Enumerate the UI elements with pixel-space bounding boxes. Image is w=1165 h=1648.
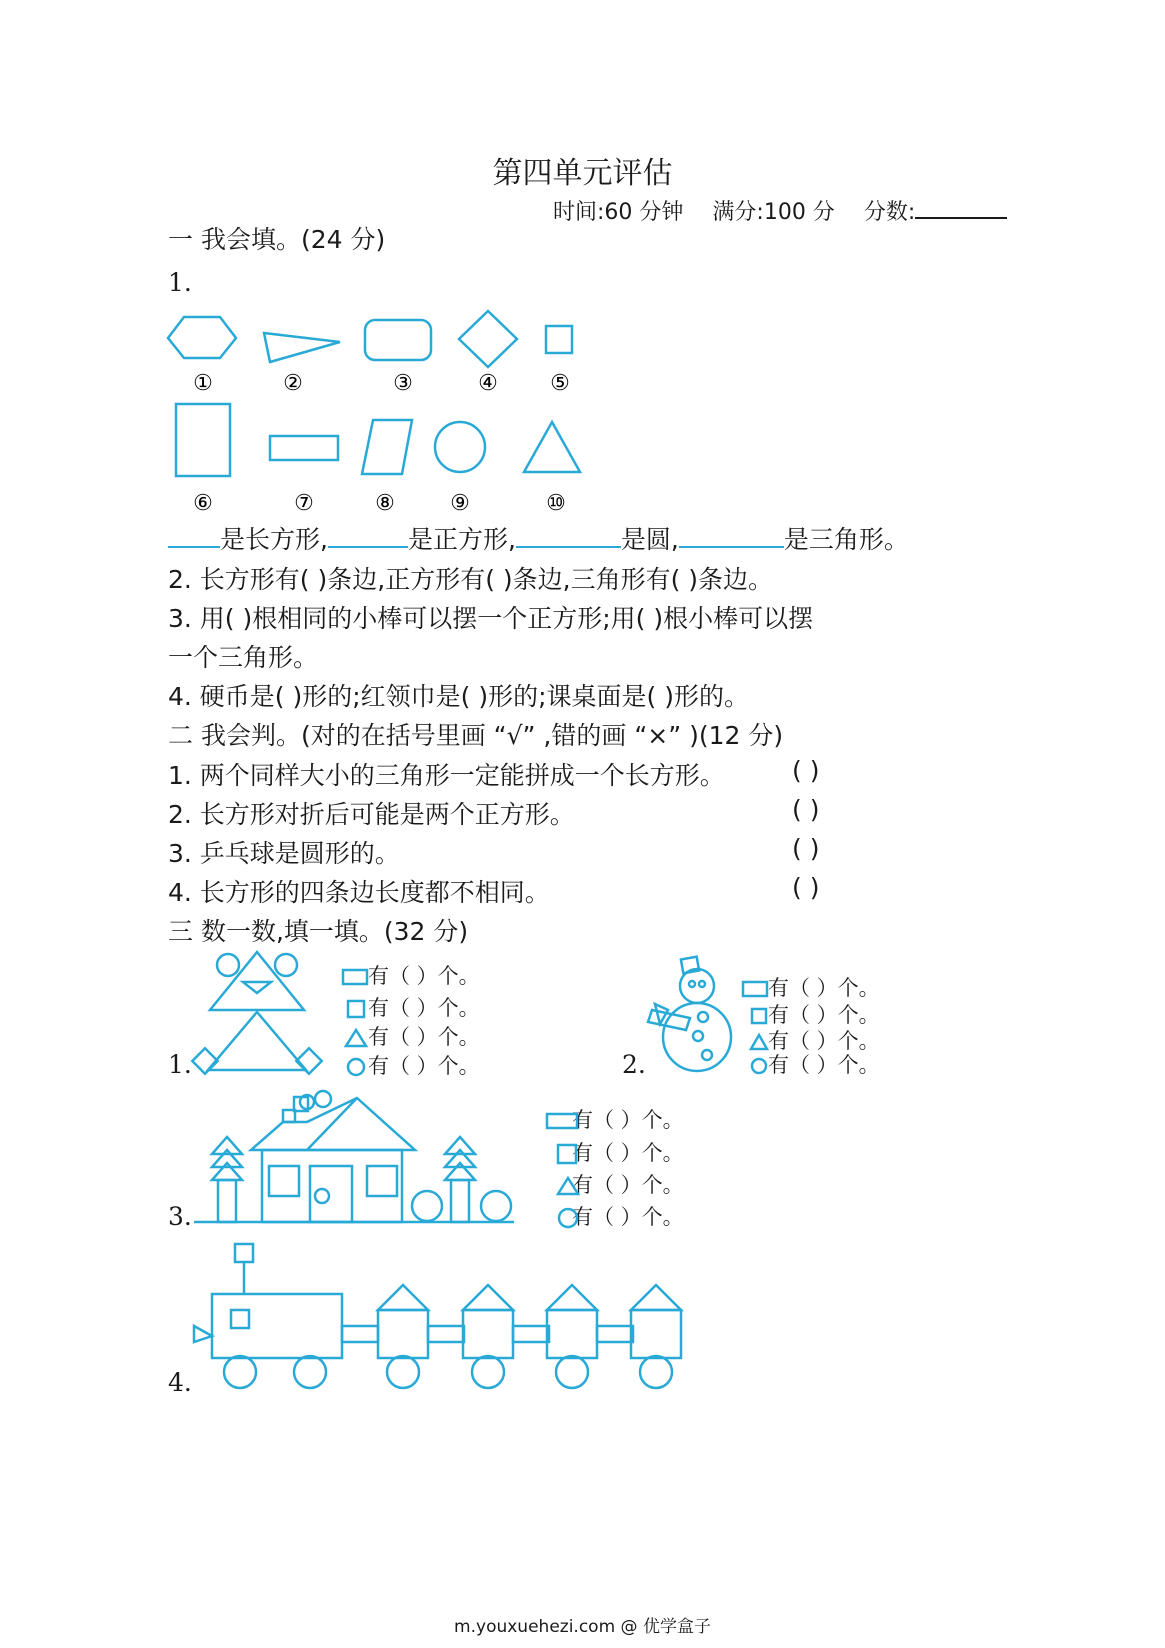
count-text: 有（ ）个。 [572, 1173, 684, 1197]
count-text: 有（ ）个。 [572, 1141, 684, 1165]
q1-text-circle: 是圆, [620, 525, 679, 554]
fig3-triangle-count [546, 1169, 684, 1199]
shape-label-10: ⑩ [546, 491, 566, 516]
count-q2-number: 2. [622, 1050, 646, 1079]
rectangle-icon [742, 979, 768, 999]
count-text: 有（ ）个。 [368, 1025, 480, 1049]
judge-item-1: 1. 两个同样大小的三角形一定能拼成一个长方形。 [168, 761, 725, 790]
fig2-rect-count [742, 972, 880, 1002]
count-text: 有（ ）个。 [368, 964, 480, 988]
q1-text-square: 是正方形, [407, 525, 516, 554]
section-3-heading: 三 数一数,填一填。(32 分) [168, 917, 469, 946]
q1-number: 1. [168, 268, 192, 297]
section-1-heading: 一 我会填。(24 分) [168, 225, 386, 254]
figure-3-house [194, 1091, 514, 1222]
figure-2-snowman [648, 957, 731, 1071]
fig2-circle-count [742, 1049, 880, 1079]
circle-icon [546, 1208, 572, 1228]
judge-paren-2[interactable]: ( ) [792, 795, 820, 824]
fig3-circle-count [546, 1201, 684, 1231]
judge-item-2: 2. 长方形对折后可能是两个正方形。 [168, 800, 575, 829]
fig1-triangle-count [342, 1021, 480, 1051]
fig3-rect-count [546, 1104, 684, 1134]
q1-text-triangle: 是三角形。 [783, 525, 909, 554]
count-text: 有（ ）个。 [572, 1205, 684, 1229]
q1-text-rect: 是长方形, [220, 525, 328, 554]
time-limit: 时间:60 分钟 [553, 200, 684, 225]
count-q1-number: 1. [168, 1050, 192, 1079]
judge-item-4: 4. 长方形的四条边长度都不相同。 [168, 878, 550, 907]
fig1-circle-count [342, 1050, 480, 1080]
fig1-square-count [342, 992, 480, 1022]
count-text: 有（ ）个。 [572, 1108, 684, 1132]
footer-watermark: m.youxuehezi.com @ 优学盒子 [454, 1617, 711, 1637]
question-2: 2. 长方形有( )条边,正方形有( )条边,三角形有( )条边。 [168, 565, 774, 594]
judge-paren-3[interactable]: ( ) [792, 834, 820, 863]
shape-label-7: ⑦ [294, 491, 314, 516]
count-text: 有（ ）个。 [768, 976, 880, 1000]
shape-label-3: ③ [393, 371, 413, 396]
score-label: 分数: [863, 200, 916, 225]
shape-label-9: ⑨ [450, 491, 470, 516]
figure-4-train [194, 1244, 681, 1388]
question-3-line-2: 一个三角形。 [168, 643, 319, 672]
count-text: 有（ ）个。 [368, 996, 480, 1020]
full-score: 满分:100 分 [712, 200, 835, 225]
count-text: 有（ ）个。 [368, 1054, 480, 1078]
shape-label-4: ④ [478, 371, 498, 396]
figure-1-person [192, 952, 321, 1074]
square-icon [342, 999, 368, 1019]
judge-paren-4[interactable]: ( ) [792, 873, 820, 902]
triangle-icon [546, 1176, 572, 1196]
shape-label-1: ① [193, 371, 213, 396]
shape-label-2: ② [283, 371, 303, 396]
count-q3-number: 3. [168, 1202, 192, 1231]
page-title: 第四单元评估 [492, 156, 673, 191]
count-text: 有（ ）个。 [768, 1053, 880, 1077]
circle-icon [742, 1056, 768, 1076]
shape-label-5: ⑤ [550, 371, 570, 396]
triangle-icon [342, 1028, 368, 1048]
rectangle-icon [342, 967, 368, 987]
count-text: 有（ ）个。 [768, 1029, 880, 1053]
section-2-heading: 二 我会判。(对的在括号里画 “√” ,错的画 “×” )(12 分) [168, 721, 784, 750]
square-icon [742, 1006, 768, 1026]
count-q4-number: 4. [168, 1368, 192, 1397]
rectangle-icon [546, 1111, 572, 1131]
shape-label-8: ⑧ [375, 491, 395, 516]
square-icon [546, 1144, 572, 1164]
question-3-line-1: 3. 用( )根相同的小棒可以摆一个正方形;用( )根小棒可以摆 [168, 604, 814, 633]
judge-paren-1[interactable]: ( ) [792, 756, 820, 785]
count-text: 有（ ）个。 [768, 1003, 880, 1027]
fig3-square-count [546, 1137, 684, 1167]
judge-item-3: 3. 乒乓球是圆形的。 [168, 839, 400, 868]
question-4: 4. 硬币是( )形的;红领巾是( )形的;课桌面是( )形的。 [168, 682, 750, 711]
fig1-rect-count [342, 960, 480, 990]
circle-icon [342, 1057, 368, 1077]
shape-label-6: ⑥ [193, 491, 213, 516]
